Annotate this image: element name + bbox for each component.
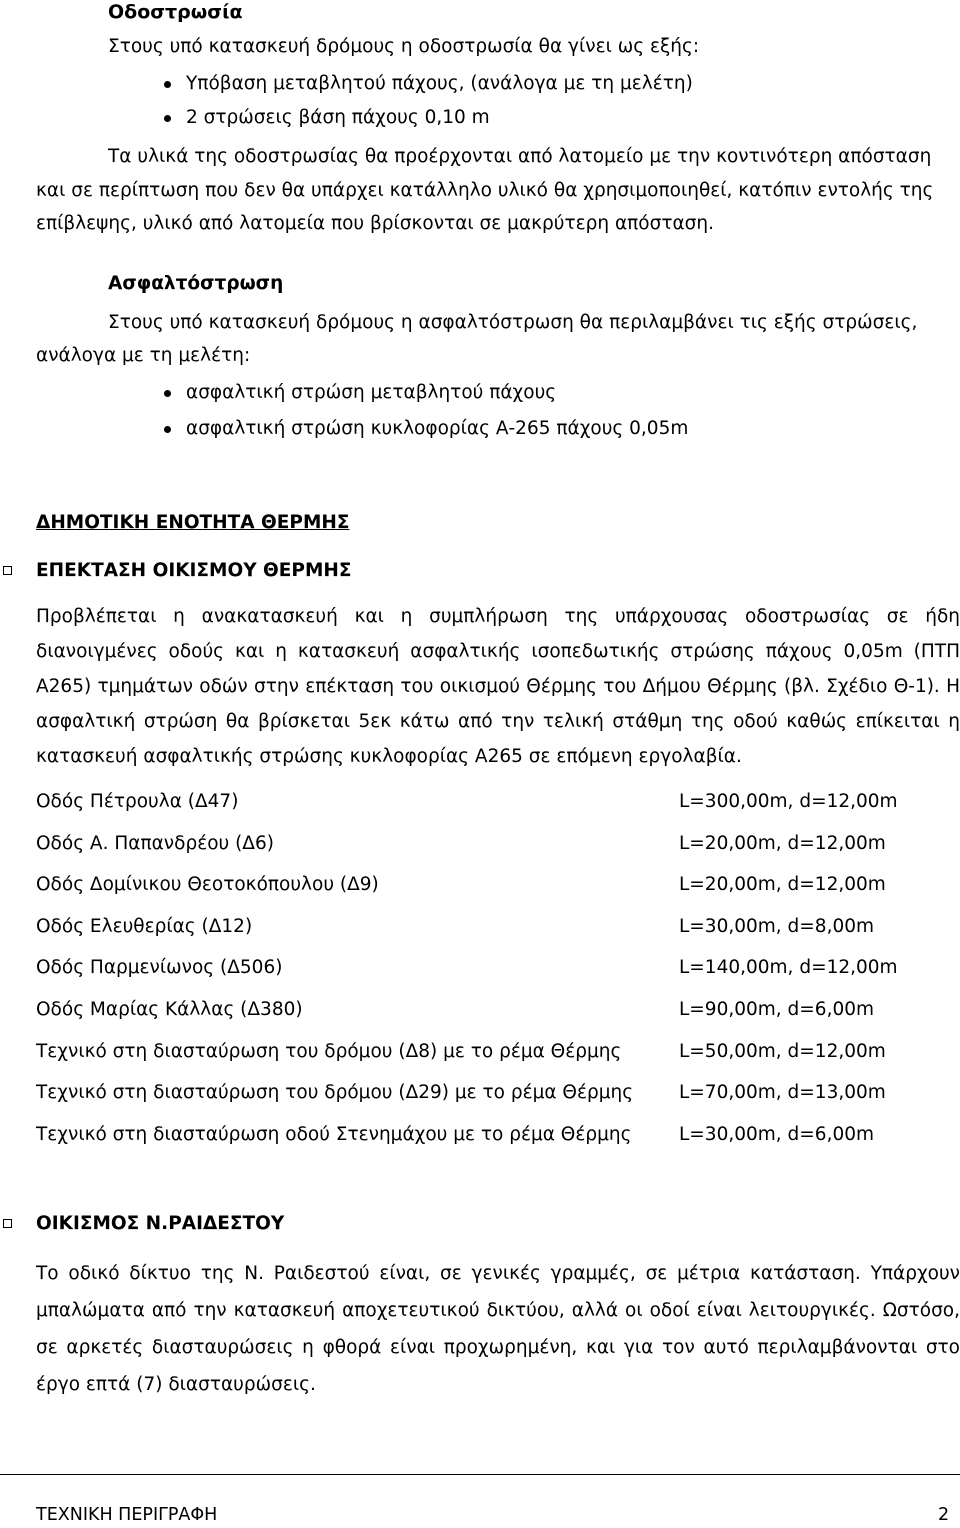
table-row	[36, 791, 916, 833]
raidestos-paragraph: Το οδικό δίκτυο της Ν. Ραιδεστού είναι, σε γενικές γραμμές, σε μέτρια κατάσταση. Υπάρχουν μπαλώματα από την κατασκευή αποχετευτικού δικτύου, αλλά οι οδοί είναι λειτουργικές. Ωστόσο, σε αρκετές διασταυρώσεις η φθορά είναι προχωρημένη, και για τον αυτό περιλαμβάνονται στο έργο επτά (7) διασταυρώσεις.	[36, 1263, 960, 1395]
section-title-odostrosia: Οδοστρωσία	[108, 1, 243, 23]
road-name: Οδός Δομίνικου Θεοτοκόπουλου (Δ9)	[36, 874, 379, 896]
table-row	[36, 1082, 916, 1124]
road-dims: L=20,00m, d=12,00m	[679, 832, 886, 854]
road-dims: L=140,00m, d=12,00m	[679, 957, 898, 979]
list-item: ασφαλτική στρώση μεταβλητού πάχους	[186, 382, 557, 403]
road-name: Οδός Μαρίας Κάλλας (Δ380)	[36, 998, 303, 1020]
road-name: Τεχνικό στη διασταύρωση του δρόμου (Δ8) με το ρέμα Θέρμης	[36, 1040, 622, 1062]
section-title-raidestos: ΟΙΚΙΣΜΟΣ Ν.ΡΑΙΔΕΣΤΟΥ	[36, 1213, 285, 1234]
road-dims: L=20,00m, d=12,00m	[679, 874, 886, 896]
road-dims: L=300,00m, d=12,00m	[679, 791, 898, 812]
road-name: Οδός Ελευθερίας (Δ12)	[36, 915, 253, 937]
paragraph-line: επίβλεψης, υλικό από λατομεία που βρίσκονται σε μακρύτερη απόσταση.	[36, 213, 715, 234]
roads-table	[36, 791, 916, 1165]
extension-paragraph: Προβλέπεται η ανακατασκευή και η συμπλήρωση της υπάρχουσας οδοστρωσίας σε ήδη διανοιγμένες οδούς και η κατασκευή ασφαλτικής ισοπεδωτικής στρώσης πάχους 0,05m (ΠΤΠ Α265) τμημάτων οδών στην επέκταση του οικισμού Θέρμης του Δήμου Θέρμης (βλ. Σχέδιο Θ-1). Η ασφαλτική στρώση θα βρίσκεται 5εκ κάτω από την τελική στάθμη της οδού καθώς επίκειται η κατασκευή ασφαλτικής στρώσης κυκλοφορίας Α265 σε επόμενη εργολαβία.	[36, 606, 960, 767]
municipal-unit-heading: ΔΗΜΟΤΙΚΗ ΕΝΟΤΗΤΑ ΘΕΡΜΗΣ	[36, 512, 350, 533]
paragraph-line: ανάλογα με τη μελέτη:	[36, 345, 251, 366]
road-dims: L=30,00m, d=6,00m	[679, 1123, 875, 1145]
road-dims: L=30,00m, d=8,00m	[679, 915, 875, 937]
paragraph-line: Τα υλικά της οδοστρωσίας θα προέρχονται από λατομείο με την κοντινότερη απόσταση	[108, 146, 932, 167]
table-row	[36, 1041, 916, 1083]
road-name: Οδός Παρμενίωνος (Δ506)	[36, 957, 283, 979]
checkbox-bullet-icon	[3, 566, 12, 575]
footer-label: ΤΕΧΝΙΚΗ ΠΕΡΙΓΡΑΦΗ	[36, 1505, 218, 1525]
list-item: 2 στρώσεις βάση πάχους 0,10 m	[186, 107, 490, 128]
paragraph-line: Στους υπό κατασκευή δρόμους η ασφαλτόστρωση θα περιλαμβάνει τις εξής στρώσεις,	[108, 312, 918, 333]
road-name: Οδός Α. Παπανδρέου (Δ6)	[36, 832, 274, 854]
section-intro: Στους υπό κατασκευή δρόμους η οδοστρωσία θα γίνει ως εξής:	[108, 36, 700, 57]
page-number: 2	[938, 1505, 950, 1525]
road-dims: L=70,00m, d=13,00m	[679, 1082, 886, 1104]
footer-divider	[0, 1474, 960, 1475]
road-dims: L=50,00m, d=12,00m	[679, 1040, 886, 1062]
road-name: Οδός Πέτρουλα (Δ47)	[36, 791, 239, 812]
table-row	[36, 1124, 916, 1166]
table-row	[36, 833, 916, 875]
table-row	[36, 916, 916, 958]
checkbox-bullet-icon	[3, 1219, 12, 1228]
table-row	[36, 957, 916, 999]
paragraph-line: και σε περίπτωση που δεν θα υπάρχει κατάλληλο υλικό θα χρησιμοποιηθεί, κατόπιν εντολής της	[36, 180, 934, 201]
list-item: Υπόβαση μεταβλητού πάχους, (ανάλογα με τη μελέτη)	[186, 73, 693, 94]
section-title-extension: ΕΠΕΚΤΑΣΗ ΟΙΚΙΣΜΟΥ ΘΕΡΜΗΣ	[36, 560, 352, 581]
table-row	[36, 874, 916, 916]
list-item: ασφαλτική στρώση κυκλοφορίας Α-265 πάχους 0,05m	[186, 418, 689, 439]
road-name: Τεχνικό στη διασταύρωση οδού Στενημάχου με το ρέμα Θέρμης	[36, 1123, 632, 1145]
section-title-asfaltostrosi: Ασφαλτόστρωση	[108, 273, 284, 294]
table-row	[36, 999, 916, 1041]
road-name: Τεχνικό στη διασταύρωση του δρόμου (Δ29) με το ρέμα Θέρμης	[36, 1082, 634, 1104]
road-dims: L=90,00m, d=6,00m	[679, 998, 875, 1020]
